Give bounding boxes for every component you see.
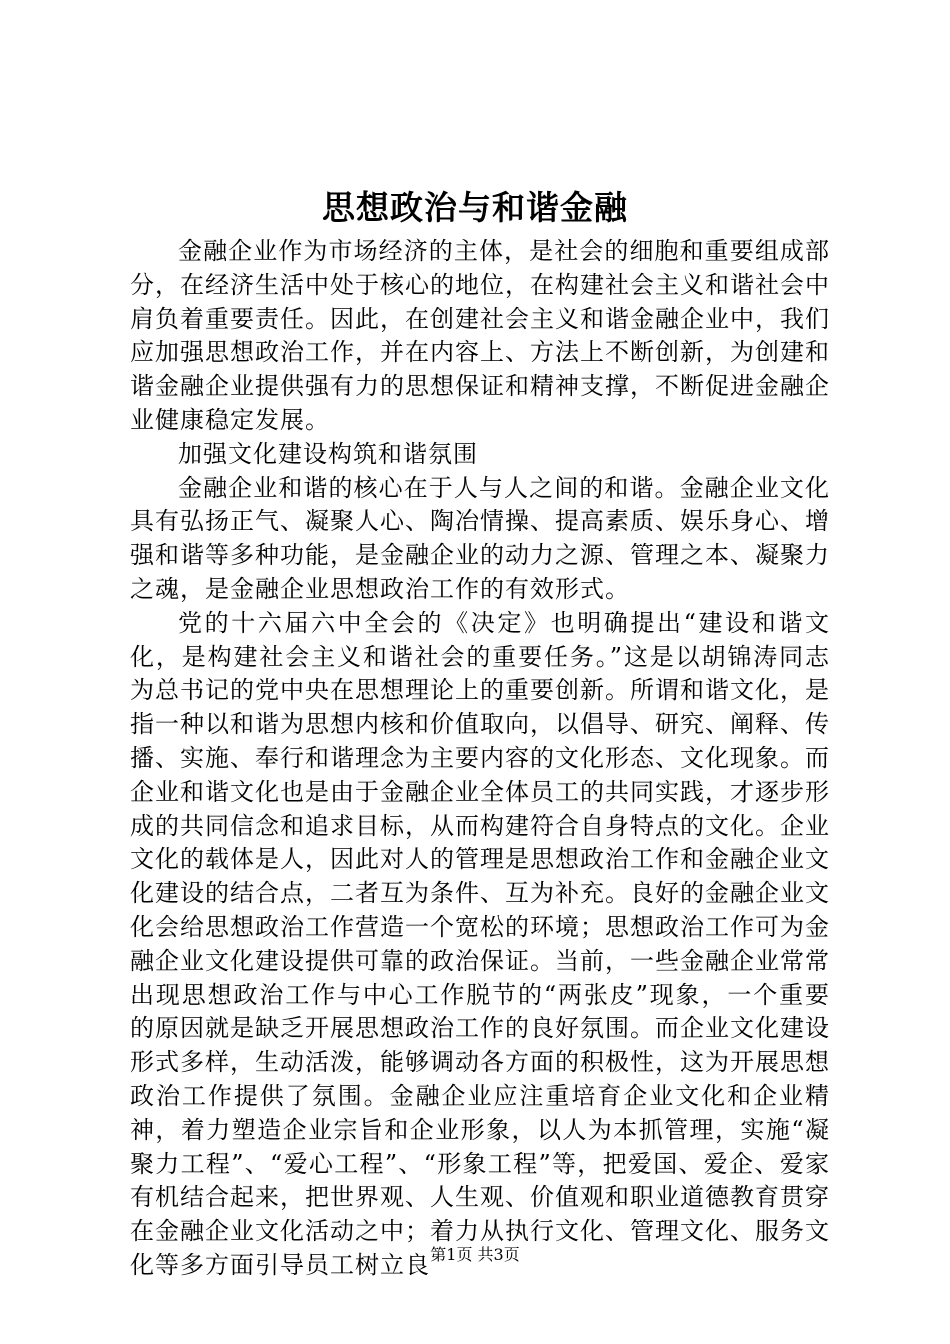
paragraph-intro: 金融企业作为市场经济的主体，是社会的细胞和重要组成部分，在经济生活中处于核心的地位，在构建社会主义和谐社会中肩负着重要责任。因此，在创建社会主义和谐金融企业中，我们应加强思想政治工作，并在内容上、方法上不断创新，为创建和谐金融企业提供强有力的思想保证和精神支撑，不断促进金融企业健康稳定发展。 [130, 237, 830, 434]
paragraph-core-harmony: 金融企业和谐的核心在于人与人之间的和谐。金融企业文化具有弘扬正气、凝聚人心、陶冶情操、提高素质、娱乐身心、增强和谐等多种功能，是金融企业的动力之源、管理之本、凝聚力之魂，是金融企业思想政治工作的有效形式。 [130, 473, 830, 603]
document-title: 思想政治与和谐金融 [322, 188, 628, 227]
paragraph-harmony-culture: 党的十六届六中全会的《决定》也明确提出“建设和谐文化，是构建社会主义和谐社会的重要任务。”这是以胡锦涛同志为总书记的党中央在思想理论上的重要创新。所谓和谐文化，是指一种以和谐为思想内核和价值取向，以倡导、研究、阐释、传播、实施、奉行和谐理念为主要内容的文化形态、文化现象。而企业和谐文化也是由于金融企业全体员工的共同实践，才逐步形成的共同信念和追求目标，从而构建符合自身特点的文化。企业文化的载体是人，因此对人的管理是思想政治工作和金融企业文化建设的结合点，二者互为条件、互为补充。良好的金融企业文化会给思想政治工作营造一个宽松的环境；思想政治工作可为金融企业文化建设提供可靠的政治保证。当前，一些金融企业常常出现思想政治工作与中心工作脱节的“两张皮”现象，一个重要的原因就是缺乏开展思想政治工作的良好氛围。而企业文化建设形式多样，生动活泼，能够调动各方面的积极性，这为开展思想政治工作提供了氛围。金融企业应注重培育企业文化和企业精神，着力塑造企业宗旨和企业形象，以人为本抓管理，实施“凝聚力工程”、“爱心工程”、“形象工程”等，把爱国、爱企、爱家有机结合起来，把世界观、人生观、价值观和职业道德教育贯穿在金融企业文化活动之中；着力从执行文化、管理文化、服务文化等多方面引导员工树立良 [130, 608, 830, 1279]
document-body [130, 235, 830, 1283]
page-footer: 第1页 共3页 [430, 1245, 520, 1264]
section-heading: 加强文化建设构筑和谐氛围 [178, 439, 478, 468]
